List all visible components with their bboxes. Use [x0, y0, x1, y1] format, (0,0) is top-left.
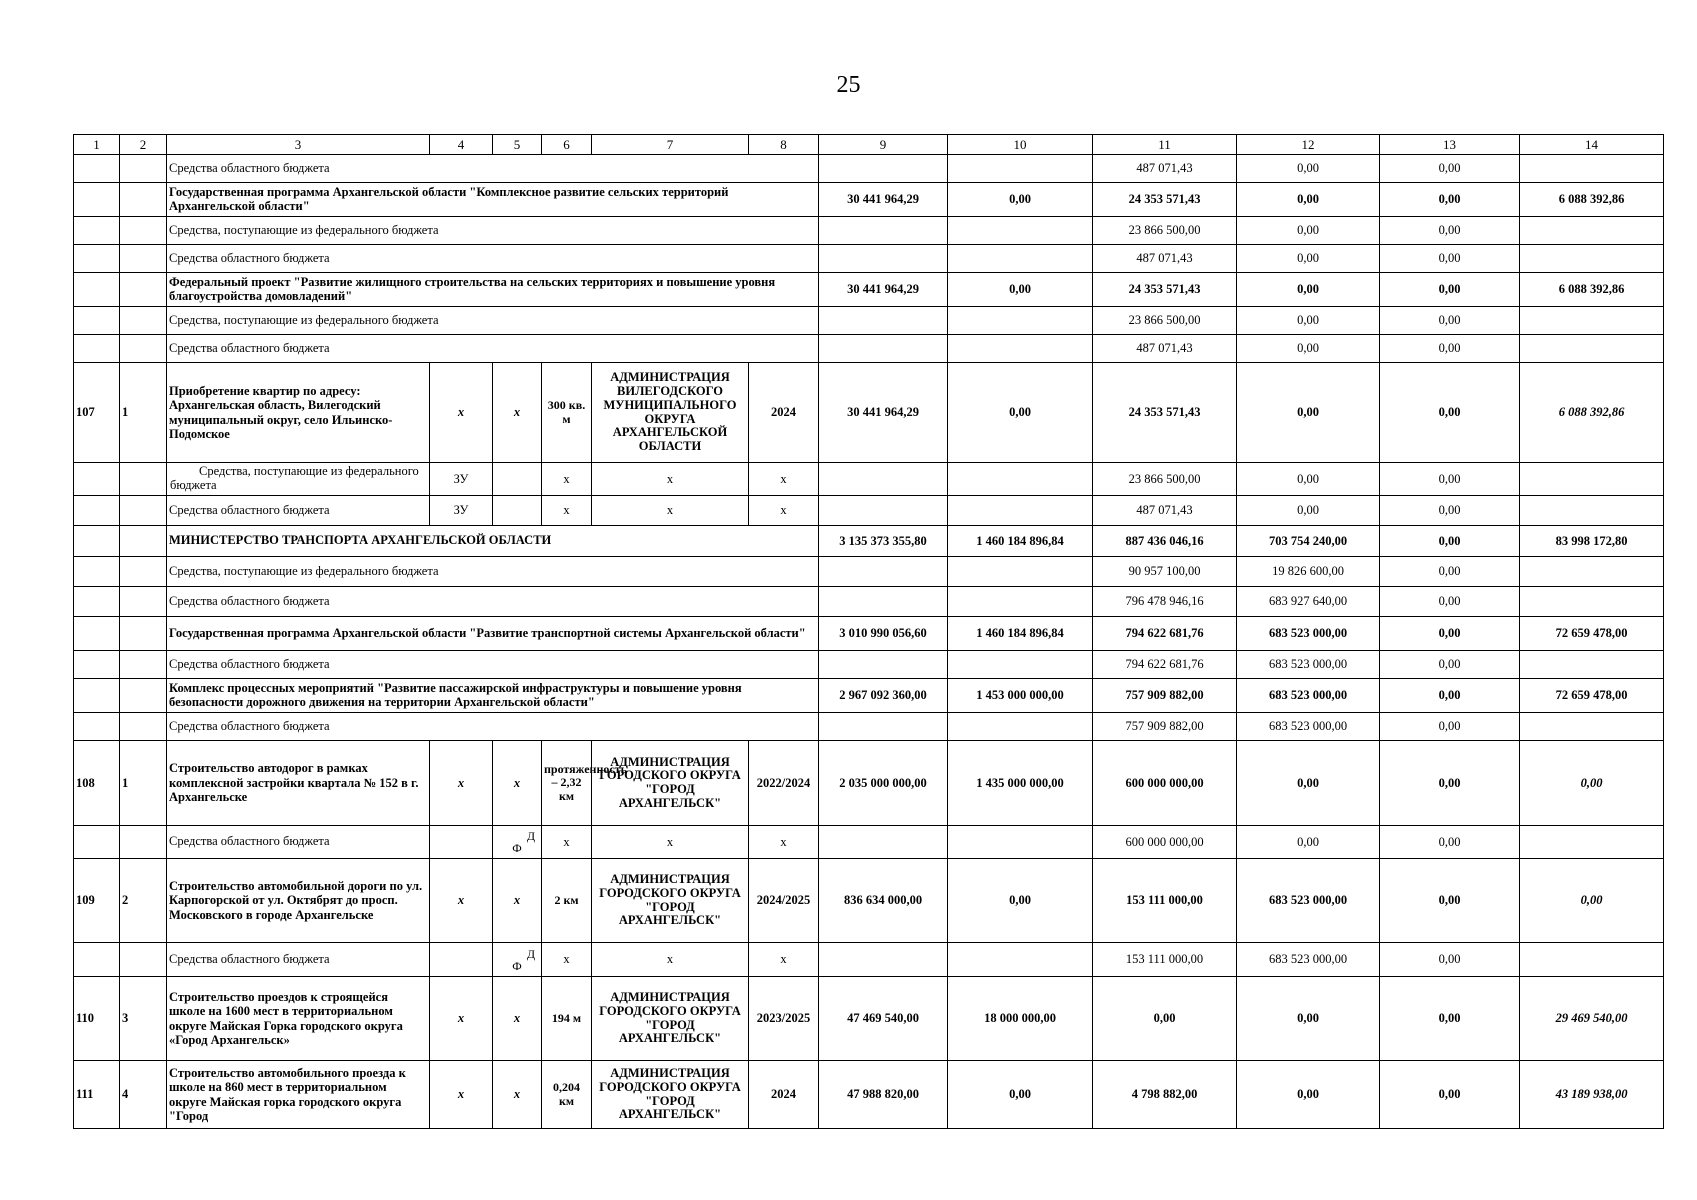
column-header: 12 — [1237, 135, 1380, 155]
cell-c9: 30 441 964,29 — [819, 273, 948, 307]
ministry-title: МИНИСТЕРСТВО ТРАНСПОРТА АРХАНГЕЛЬСКОЙ ОБЛАСТИ — [167, 526, 819, 557]
cell-c14: 6 088 392,86 — [1520, 183, 1664, 217]
cell-c12: 0,00 — [1237, 183, 1380, 217]
cell-c4: ЗУ — [430, 496, 493, 526]
row-number: 108 — [74, 741, 120, 826]
cell-c12: 683 927 640,00 — [1237, 587, 1380, 617]
responsible-body: АДМИНИСТРАЦИЯ ГОРОДСКОГО ОКРУГА "ГОРОД АРХАНГЕЛЬСК" — [592, 859, 749, 943]
cell-c9: 3 010 990 056,60 — [819, 617, 948, 651]
cell-c12: 683 523 000,00 — [1237, 943, 1380, 977]
cell-c11: 153 111 000,00 — [1093, 943, 1237, 977]
cell-c10: 0,00 — [948, 273, 1093, 307]
project-title: Федеральный проект "Развитие жилищного строительства на сельских территориях и повышение уровня благоустройства домовладений" — [167, 273, 819, 307]
cell-c9: 47 988 820,00 — [819, 1061, 948, 1129]
cell-c12: 0,00 — [1237, 496, 1380, 526]
cell-c13: 0,00 — [1380, 943, 1520, 977]
period: 2023/2025 — [749, 977, 819, 1061]
cell-c13: 0,00 — [1380, 496, 1520, 526]
cell-c9: 47 469 540,00 — [819, 977, 948, 1061]
cell-c11: 4 798 882,00 — [1093, 1061, 1237, 1129]
column-header: 11 — [1093, 135, 1237, 155]
cell-c11: 0,00 — [1093, 977, 1237, 1061]
table-row-program — [74, 183, 1664, 217]
cell-c8: х — [749, 463, 819, 496]
cell-c10: 1 460 184 896,84 — [948, 526, 1093, 557]
row-number: 107 — [74, 363, 120, 463]
cell-c10: 18 000 000,00 — [948, 977, 1093, 1061]
responsible-body: АДМИНИСТРАЦИЯ ГОРОДСКОГО ОКРУГА "ГОРОД АРХАНГЕЛЬСК" — [592, 741, 749, 826]
capacity: протяженность – 2,32 км — [542, 741, 592, 826]
program-title: Государственная программа Архангельской области "Развитие транспортной системы Архангельской области" — [167, 617, 819, 651]
table-row-object — [74, 977, 1664, 1061]
cell-c12: 683 523 000,00 — [1237, 651, 1380, 679]
table-row — [74, 943, 1664, 977]
cell-c11: 24 353 571,43 — [1093, 183, 1237, 217]
object-name: Приобретение квартир по адресу: Архангельская область, Вилегодский муниципальный округ, село Ильинско-Подомское — [167, 363, 430, 463]
responsible-body: АДМИНИСТРАЦИЯ ГОРОДСКОГО ОКРУГА "ГОРОД АРХАНГЕЛЬСК" — [592, 1061, 749, 1129]
table-row — [74, 557, 1664, 587]
cell-c11: 487 071,43 — [1093, 335, 1237, 363]
cell-c12: 0,00 — [1237, 335, 1380, 363]
cell-c11: 757 909 882,00 — [1093, 713, 1237, 741]
cell-c12: 0,00 — [1237, 463, 1380, 496]
cell-c11: 796 478 946,16 — [1093, 587, 1237, 617]
cell-c4: х — [430, 859, 493, 943]
column-header: 13 — [1380, 135, 1520, 155]
cell-c12: 19 826 600,00 — [1237, 557, 1380, 587]
capacity: 194 м — [542, 977, 592, 1061]
cell-c13: 0,00 — [1380, 557, 1520, 587]
cell-c9: 2 035 000 000,00 — [819, 741, 948, 826]
cell-c14: 72 659 478,00 — [1520, 679, 1664, 713]
cell-c14: 0,00 — [1520, 741, 1664, 826]
cell-c5: х — [493, 859, 542, 943]
cell-c11: 794 622 681,76 — [1093, 617, 1237, 651]
row-number: 111 — [74, 1061, 120, 1129]
cell-c14: 29 469 540,00 — [1520, 977, 1664, 1061]
funding-source-label: Средства областного бюджета — [167, 587, 819, 617]
column-header: 7 — [592, 135, 749, 155]
table-row — [74, 217, 1664, 245]
cell-c6: х — [542, 496, 592, 526]
cell-c10: 0,00 — [948, 859, 1093, 943]
cell-c10: 0,00 — [948, 183, 1093, 217]
period: 2024/2025 — [749, 859, 819, 943]
table-row-object — [74, 741, 1664, 826]
cell-c12: 0,00 — [1237, 307, 1380, 335]
column-header: 14 — [1520, 135, 1664, 155]
cell-c13: 0,00 — [1380, 679, 1520, 713]
row-number: 109 — [74, 859, 120, 943]
sub-number: 3 — [120, 977, 167, 1061]
cell-c14: 43 189 938,00 — [1520, 1061, 1664, 1129]
period: 2024 — [749, 1061, 819, 1129]
column-header: 6 — [542, 135, 592, 155]
table-row — [74, 587, 1664, 617]
capacity: 2 км — [542, 859, 592, 943]
cell-c9: 3 135 373 355,80 — [819, 526, 948, 557]
sub-number: 1 — [120, 741, 167, 826]
cell-c5: х — [493, 977, 542, 1061]
cell-c10: 0,00 — [948, 363, 1093, 463]
cell-c10: 1 435 000 000,00 — [948, 741, 1093, 826]
funding-source-label: Средства, поступающие из федерального бюджета — [167, 217, 819, 245]
table-row — [74, 335, 1664, 363]
cell-c11: 24 353 571,43 — [1093, 273, 1237, 307]
cell-c13: 0,00 — [1380, 273, 1520, 307]
cell-c8: х — [749, 496, 819, 526]
responsible-body: АДМИНИСТРАЦИЯ ВИЛЕГОДСКОГО МУНИЦИПАЛЬНОГО ОКРУГА АРХАНГЕЛЬСКОЙ ОБЛАСТИ — [592, 363, 749, 463]
cell-c6: х — [542, 826, 592, 859]
cell-c11: 90 957 100,00 — [1093, 557, 1237, 587]
funding-source-label: Средства областного бюджета — [167, 651, 819, 679]
cell-c10: 1 453 000 000,00 — [948, 679, 1093, 713]
funding-source-label: Средства, поступающие из федерального бюджета — [167, 307, 819, 335]
cell-c8: х — [749, 943, 819, 977]
object-name: Строительство автодорог в рамках комплексной застройки квартала № 152 в г. Архангельске — [167, 741, 430, 826]
cell-c12: 0,00 — [1237, 363, 1380, 463]
table-row-process-complex — [74, 679, 1664, 713]
funding-source-label: Средства, поступающие из федерального бюджета — [167, 557, 819, 587]
column-header: 5 — [493, 135, 542, 155]
cell-c13: 0,00 — [1380, 335, 1520, 363]
cell-c5: Д Ф — [493, 943, 542, 977]
capacity: 300 кв. м — [542, 363, 592, 463]
table-row-program — [74, 617, 1664, 651]
cell-c10: 0,00 — [948, 1061, 1093, 1129]
cell-c12: 0,00 — [1237, 741, 1380, 826]
cell-c12: 683 523 000,00 — [1237, 679, 1380, 713]
funding-source-label: Средства областного бюджета — [167, 245, 819, 273]
cell-c13: 0,00 — [1380, 826, 1520, 859]
cell-c12: 0,00 — [1237, 155, 1380, 183]
funding-source-label: Средства областного бюджета — [167, 155, 819, 183]
column-header: 10 — [948, 135, 1093, 155]
cell-c5: х — [493, 1061, 542, 1129]
cell-c11: 487 071,43 — [1093, 155, 1237, 183]
table-row-ministry — [74, 526, 1664, 557]
funding-source-label: Средства областного бюджета — [167, 713, 819, 741]
table-row — [74, 713, 1664, 741]
cell-c13: 0,00 — [1380, 859, 1520, 943]
object-name: Строительство автомобильного проезда к школе на 860 мест в территориальном округе Майская горка городского округа "Город — [167, 1061, 430, 1129]
table-row — [74, 155, 1664, 183]
budget-table — [73, 134, 1664, 1129]
complex-title: Комплекс процессных мероприятий "Развитие пассажирской инфраструктуры и повышение уровня безопасности дорожного движения на территории Архангельской области" — [167, 679, 819, 713]
table-row — [74, 307, 1664, 335]
column-header: 3 — [167, 135, 430, 155]
sub-number: 1 — [120, 363, 167, 463]
cell-c4: х — [430, 1061, 493, 1129]
cell-c12: 0,00 — [1237, 273, 1380, 307]
cell-c6: х — [542, 943, 592, 977]
cell-c12: 0,00 — [1237, 245, 1380, 273]
cell-c4: х — [430, 741, 493, 826]
funding-source-label: Средства областного бюджета — [167, 335, 819, 363]
cell-c13: 0,00 — [1380, 155, 1520, 183]
period: 2022/2024 — [749, 741, 819, 826]
column-header: 8 — [749, 135, 819, 155]
cell-c13: 0,00 — [1380, 183, 1520, 217]
cell-c4: х — [430, 363, 493, 463]
cell-c6: х — [542, 463, 592, 496]
period: 2024 — [749, 363, 819, 463]
table-row — [74, 463, 1664, 496]
cell-c5: х — [493, 741, 542, 826]
table-row-object — [74, 859, 1664, 943]
table-header-row — [74, 135, 1664, 155]
cell-c9: 30 441 964,29 — [819, 363, 948, 463]
cell-c13: 0,00 — [1380, 977, 1520, 1061]
object-name: Строительство проездов к строящейся школе на 1600 мест в территориальном округе Майская Горка городского округа «Город Архангельск» — [167, 977, 430, 1061]
cell-c9: 2 967 092 360,00 — [819, 679, 948, 713]
funding-source-label: Средства областного бюджета — [167, 496, 430, 526]
cell-c13: 0,00 — [1380, 217, 1520, 245]
responsible-body: АДМИНИСТРАЦИЯ ГОРОДСКОГО ОКРУГА "ГОРОД АРХАНГЕЛЬСК" — [592, 977, 749, 1061]
cell-c14: 72 659 478,00 — [1520, 617, 1664, 651]
object-name: Строительство автомобильной дороги по ул. Карпогорской от ул. Октябрят до просп. Московского в городе Архангельске — [167, 859, 430, 943]
column-header: 9 — [819, 135, 948, 155]
cell-c12: 0,00 — [1237, 217, 1380, 245]
cell-c12: 703 754 240,00 — [1237, 526, 1380, 557]
table-row — [74, 826, 1664, 859]
cell-c13: 0,00 — [1380, 526, 1520, 557]
cell-c13: 0,00 — [1380, 651, 1520, 679]
cell-c11: 887 436 046,16 — [1093, 526, 1237, 557]
cell-c4: ЗУ — [430, 463, 493, 496]
funding-source-label: Средства областного бюджета — [167, 943, 430, 977]
cell-c5: Д Ф — [493, 826, 542, 859]
funding-source-label: Средства, поступающие из федерального бюджета — [167, 463, 430, 496]
cell-c11: 600 000 000,00 — [1093, 741, 1237, 826]
cell-c12: 0,00 — [1237, 977, 1380, 1061]
cell-c13: 0,00 — [1380, 245, 1520, 273]
cell-c11: 23 866 500,00 — [1093, 463, 1237, 496]
cell-c13: 0,00 — [1380, 363, 1520, 463]
column-header: 2 — [120, 135, 167, 155]
cell-c13: 0,00 — [1380, 587, 1520, 617]
cell-c14: 0,00 — [1520, 859, 1664, 943]
capacity: 0,204 км — [542, 1061, 592, 1129]
cell-c13: 0,00 — [1380, 307, 1520, 335]
table-row — [74, 245, 1664, 273]
sub-number: 4 — [120, 1061, 167, 1129]
cell-c9: 836 634 000,00 — [819, 859, 948, 943]
cell-c11: 153 111 000,00 — [1093, 859, 1237, 943]
cell-c11: 794 622 681,76 — [1093, 651, 1237, 679]
cell-c11: 757 909 882,00 — [1093, 679, 1237, 713]
row-number: 110 — [74, 977, 120, 1061]
table-row-object — [74, 363, 1664, 463]
cell-c12: 0,00 — [1237, 1061, 1380, 1129]
column-header: 1 — [74, 135, 120, 155]
cell-c11: 23 866 500,00 — [1093, 307, 1237, 335]
cell-c12: 683 523 000,00 — [1237, 617, 1380, 651]
cell-c7: х — [592, 943, 749, 977]
cell-c11: 487 071,43 — [1093, 496, 1237, 526]
column-header: 4 — [430, 135, 493, 155]
cell-c4: х — [430, 977, 493, 1061]
cell-c13: 0,00 — [1380, 1061, 1520, 1129]
cell-c12: 683 523 000,00 — [1237, 713, 1380, 741]
sub-number: 2 — [120, 859, 167, 943]
cell-c13: 0,00 — [1380, 463, 1520, 496]
cell-c13: 0,00 — [1380, 617, 1520, 651]
cell-c10: 1 460 184 896,84 — [948, 617, 1093, 651]
cell-c9: 30 441 964,29 — [819, 183, 948, 217]
cell-c11: 23 866 500,00 — [1093, 217, 1237, 245]
cell-c7: х — [592, 463, 749, 496]
cell-c11: 24 353 571,43 — [1093, 363, 1237, 463]
cell-c11: 487 071,43 — [1093, 245, 1237, 273]
table-row — [74, 496, 1664, 526]
table-row — [74, 651, 1664, 679]
cell-c14: 6 088 392,86 — [1520, 363, 1664, 463]
cell-c13: 0,00 — [1380, 713, 1520, 741]
table-row-object — [74, 1061, 1664, 1129]
cell-c12: 0,00 — [1237, 826, 1380, 859]
cell-c13: 0,00 — [1380, 741, 1520, 826]
cell-c8: х — [749, 826, 819, 859]
cell-c7: х — [592, 496, 749, 526]
program-title: Государственная программа Архангельской области "Комплексное развитие сельских территорий Архангельской области" — [167, 183, 819, 217]
cell-c7: х — [592, 826, 749, 859]
cell-c12: 683 523 000,00 — [1237, 859, 1380, 943]
funding-source-label: Средства областного бюджета — [167, 826, 430, 859]
cell-c14: 83 998 172,80 — [1520, 526, 1664, 557]
cell-c11: 600 000 000,00 — [1093, 826, 1237, 859]
table-row-project — [74, 273, 1664, 307]
page-number: 25 — [836, 72, 861, 98]
cell-c14: 6 088 392,86 — [1520, 273, 1664, 307]
cell-c5: х — [493, 363, 542, 463]
